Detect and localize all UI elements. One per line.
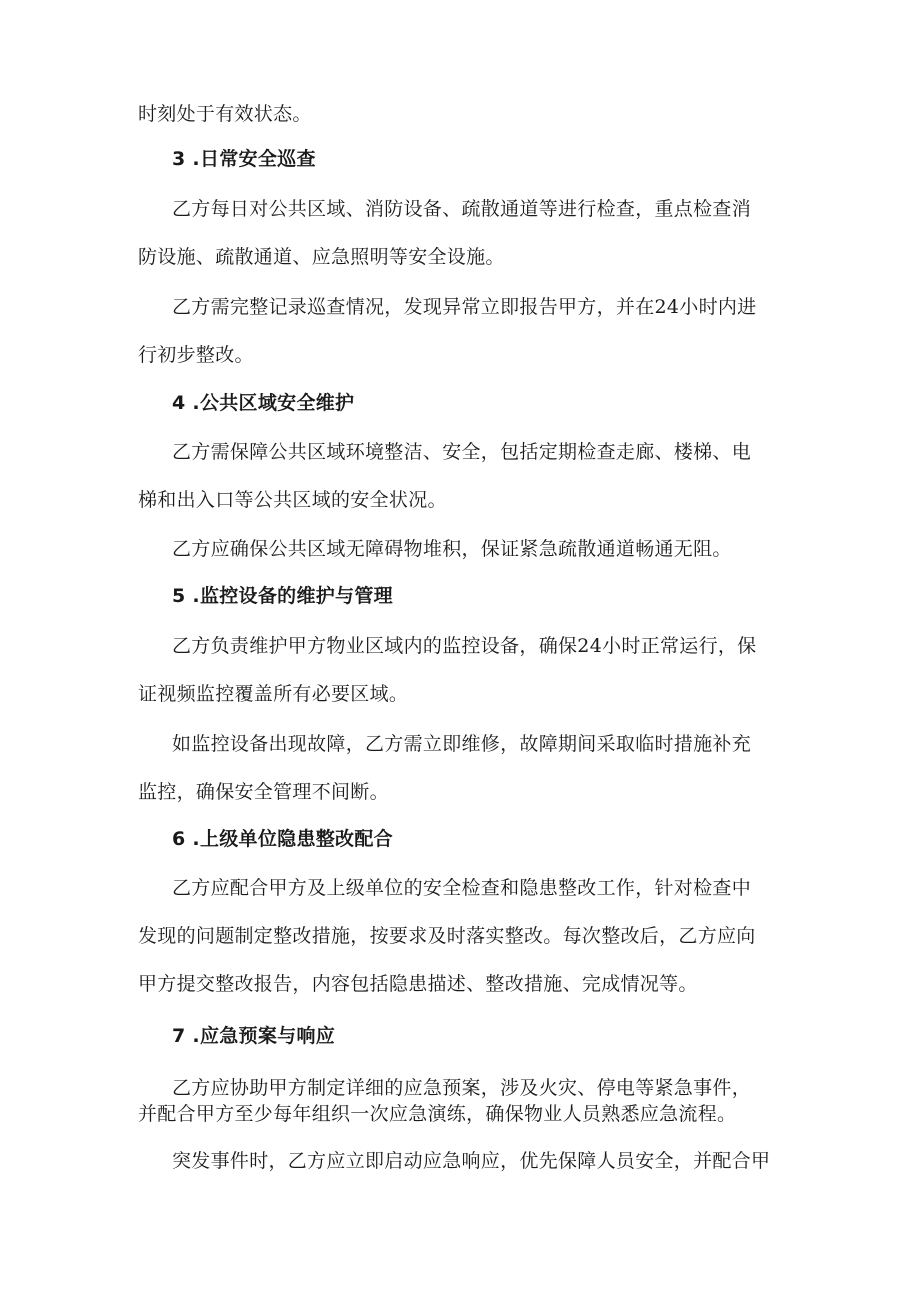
paragraph-line: 证视频监控覆盖所有必要区域。 [138,683,409,705]
paragraph-line: 乙方每日对公共区域、消防设备、疏散通道等进行检查，重点检查消 [172,198,752,220]
paragraph-line: 乙方需保障公共区域环境整洁、安全，包括定期检查走廊、楼梯、电 [172,441,752,463]
paragraph-line: 监控，确保安全管理不间断。 [138,781,389,803]
paragraph-line: 梯和出入口等公共区域的安全状况。 [138,489,447,511]
paragraph-line: 如监控设备出现故障，乙方需立即维修，故障期间采取临时措施补充 [172,733,752,755]
section-heading-3: 3 .日常安全巡查 [172,148,316,170]
paragraph-line: 发现的问题制定整改措施，按要求及时落实整改。每次整改后，乙方应向 [138,925,756,947]
paragraph-line: 防设施、疏散通道、应急照明等安全设施。 [138,246,505,268]
section-heading-5: 5 .监控设备的维护与管理 [172,585,393,607]
paragraph-line: 乙方负责维护甲方物业区域内的监控设备，确保24小时正常运行，保 [172,635,757,657]
paragraph-line: 并配合甲方至少每年组织一次应急演练，确保物业人员熟悉应急流程。 [138,1103,737,1125]
paragraph-line: 乙方应配合甲方及上级单位的安全检查和隐患整改工作，针对检查中 [172,877,752,899]
paragraph-line: 行初步整改。 [138,344,254,366]
paragraph-line: 乙方应协助甲方制定详细的应急预案，涉及火灾、停电等紧急事件， [172,1077,752,1099]
section-heading-4: 4 .公共区域安全维护 [172,392,355,414]
paragraph-line: 时刻处于有效状态。 [138,103,312,125]
paragraph-line: 突发事件时，乙方应立即启动应急响应，优先保障人员安全，并配合甲 [172,1150,771,1172]
paragraph-line: 乙方需完整记录巡查情况，发现异常立即报告甲方，并在24小时内进 [172,296,757,318]
section-heading-6: 6 .上级单位隐患整改配合 [172,828,393,850]
section-heading-7: 7 .应急预案与响应 [172,1025,336,1047]
paragraph-line: 甲方提交整改报告，内容包括隐患描述、整改措施、完成情况等。 [138,973,698,995]
paragraph-line: 乙方应确保公共区域无障碍物堆积，保证紧急疏散通道畅通无阻。 [172,538,732,560]
